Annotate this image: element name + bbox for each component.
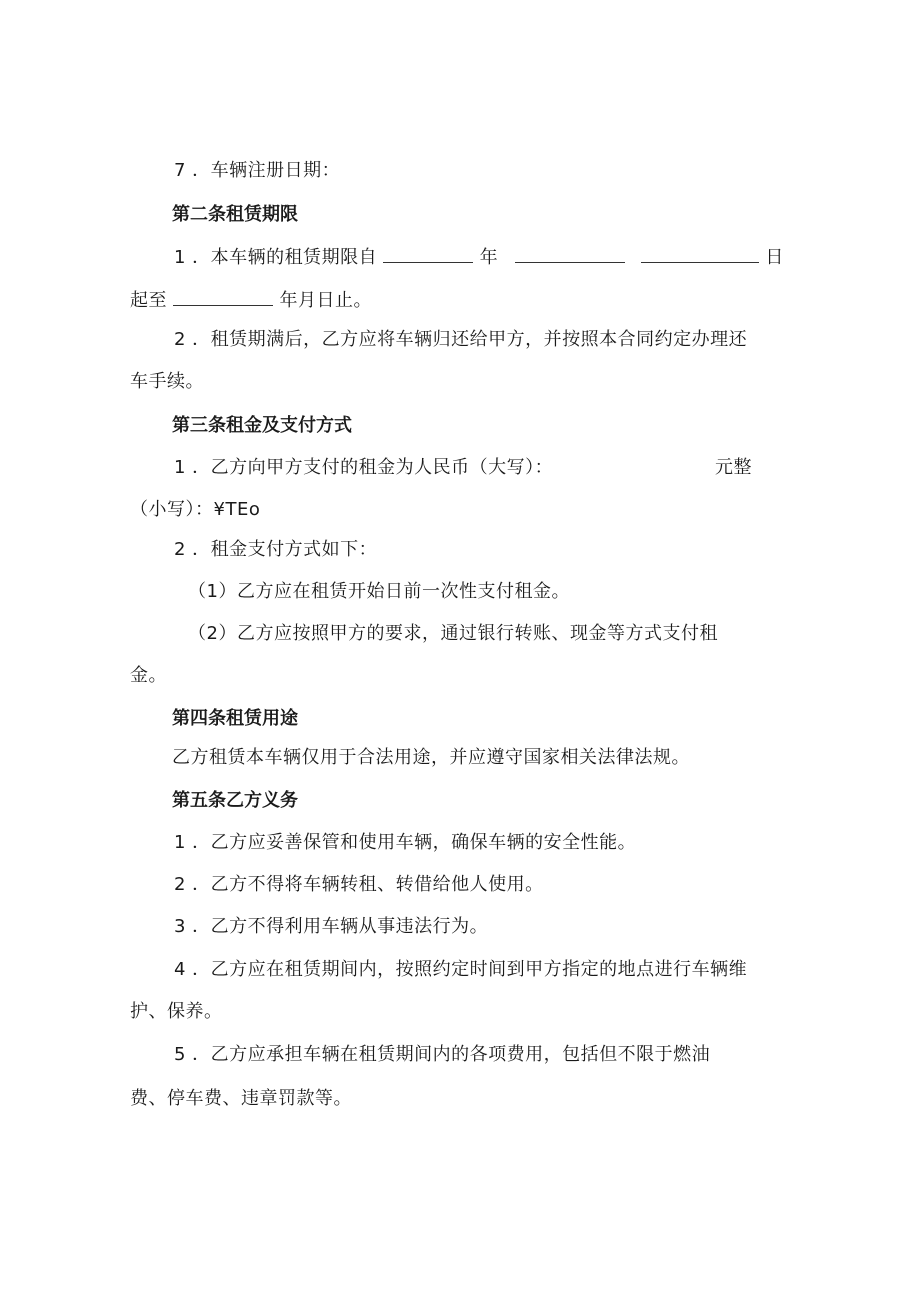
article-2-title: 第二条租赁期限 xyxy=(172,204,298,225)
article-3-clause-2: 2 ．租金支付方式如下： xyxy=(174,539,378,560)
article-3-title: 第三条租金及支付方式 xyxy=(172,415,352,436)
clause-text: 1 ．本车辆的租赁期限自 xyxy=(174,247,378,268)
article-5-clause-4: 4 ．乙方应在租赁期间内，按照约定时间到甲方指定的地点进行车辆维 xyxy=(174,959,748,980)
article-5-title: 第五条乙方义务 xyxy=(172,790,298,811)
article-3-clause-1 xyxy=(174,456,553,480)
clause-text: 1 ．乙方向甲方支付的租金为人民币（大写）： xyxy=(174,457,554,478)
article-5-clause-5-cont: 费、停车费、违章罚款等。 xyxy=(130,1088,352,1109)
clause-text: 起至 xyxy=(130,290,167,311)
clause-text: 日 xyxy=(765,247,784,268)
article-3-clause-1-cont: （小写）：¥TEo xyxy=(130,499,261,520)
article-5-clause-3: 3 ．乙方不得利用车辆从事违法行为。 xyxy=(174,916,489,937)
article-5-clause-5: 5 ．乙方应承担车辆在租赁期间内的各项费用，包括但不限于燃油 xyxy=(174,1044,711,1065)
item-7-registration-date: 7 ．车辆注册日期： xyxy=(174,160,341,181)
article-5-clause-1: 1 ．乙方应妥善保管和使用车辆，确保车辆的安全性能。 xyxy=(174,832,637,853)
payment-option-2-cont: 金。 xyxy=(130,665,167,686)
end-date-blank xyxy=(173,287,273,306)
article-3-clause-1-unit: 元整 xyxy=(715,457,752,478)
article-2-clause-1 xyxy=(174,244,784,270)
start-day-blank xyxy=(641,244,759,263)
article-5-clause-2: 2 ．乙方不得将车辆转租、转借给他人使用。 xyxy=(174,874,544,895)
start-year-blank xyxy=(383,244,473,263)
article-2-clause-1-cont xyxy=(130,287,372,313)
article-5-clause-4-cont: 护、保养。 xyxy=(130,1001,223,1022)
article-4-text: 乙方租赁本车辆仅用于合法用途，并应遵守国家相关法律法规。 xyxy=(172,747,690,768)
start-month-blank xyxy=(515,244,625,263)
article-4-title: 第四条租赁用途 xyxy=(172,708,298,729)
clause-text: 年 xyxy=(479,247,499,268)
payment-option-1: （1）乙方应在租赁开始日前一次性支付租金。 xyxy=(188,581,570,602)
payment-option-2: （2）乙方应按照甲方的要求，通过银行转账、现金等方式支付租 xyxy=(188,623,718,644)
article-2-clause-2-cont: 车手续。 xyxy=(130,371,204,392)
clause-text: 年月日止。 xyxy=(279,290,372,311)
article-2-clause-2: 2 ．租赁期满后，乙方应将车辆归还给甲方，并按照本合同约定办理还 xyxy=(174,329,748,350)
